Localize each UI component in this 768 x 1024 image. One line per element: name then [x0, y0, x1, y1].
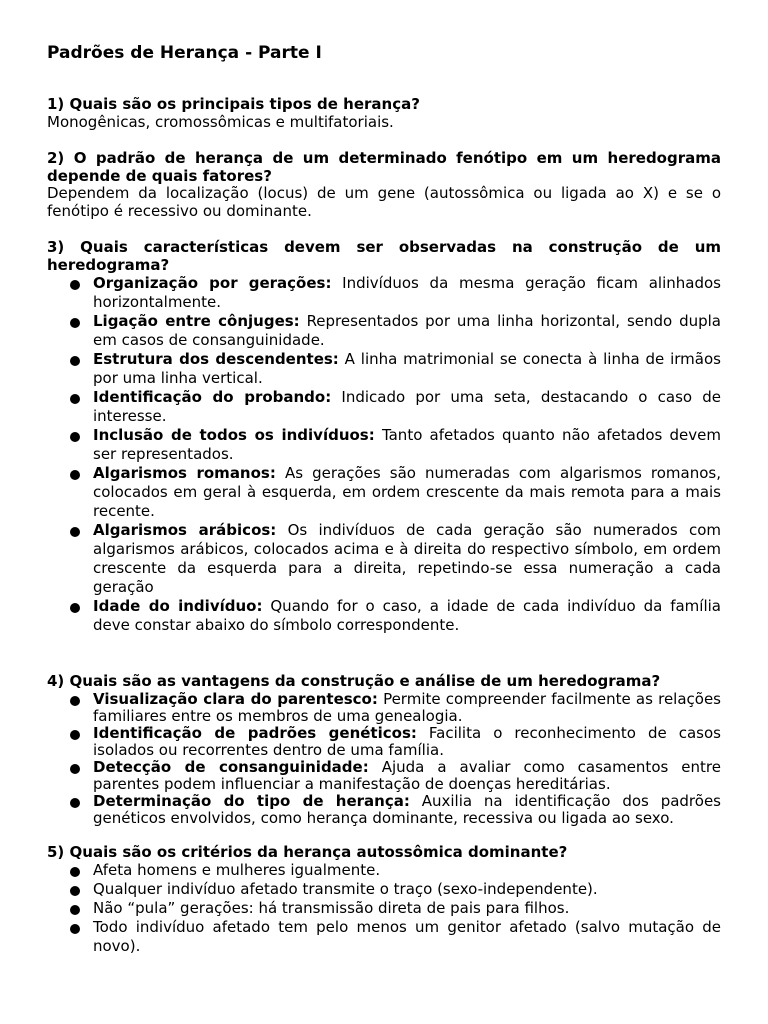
item-text: Os indivíduos de cada geração são numerados com algarismos arábicos, colocados acima e à direita do respectivo símbolo, em ordem crescente da esquerda para a direita, repetindo-se essa numeração a cada geração [93, 521, 721, 596]
list-item [47, 312, 721, 350]
item-term: Ligação entre cônjuges: [93, 312, 300, 330]
bullet-icon [70, 280, 80, 290]
list-item [47, 899, 721, 918]
list-item [47, 759, 721, 793]
bullet-icon [70, 603, 80, 613]
item-term: Estrutura dos descendentes: [93, 350, 339, 368]
question-3 [47, 239, 721, 635]
bullet-icon [70, 470, 80, 480]
bullet-icon [70, 394, 80, 404]
list-item [47, 861, 721, 880]
item-text: Qualquer indivíduo afetado transmite o traço (sexo-independente). [93, 880, 598, 898]
bullet-list [47, 274, 721, 635]
bullet-icon [70, 696, 80, 706]
bullet-icon [70, 867, 80, 877]
item-term: Algarismos romanos: [93, 464, 276, 482]
item-term: Organização por gerações: [93, 274, 332, 292]
bullet-icon [70, 356, 80, 366]
item-text: A linha matrimonial se conecta à linha de irmãos por uma linha vertical. [93, 350, 721, 387]
item-term: Identificação do probando: [93, 388, 332, 406]
item-text: Não “pula” gerações: há transmissão direta de pais para filhos. [93, 899, 570, 917]
list-item [47, 388, 721, 426]
item-term: Inclusão de todos os indivíduos: [93, 426, 375, 444]
item-text: Facilita o reconhecimento de casos isolados ou recorrentes dentro de uma família. [93, 723, 721, 759]
item-text: Quando for o caso, a idade de cada indivíduo da família deve constar abaixo do símbolo correspondente. [93, 597, 721, 634]
item-text: Permite compreender facilmente as relações familiares entre os membros de uma genealogia. [93, 689, 721, 725]
item-text: As gerações são numeradas com algarismos romanos, colocados em geral à esquerda, em ordem crescente da mais remota para a mais recente. [93, 464, 721, 520]
list-item [47, 918, 721, 956]
item-term: Determinação do tipo de herança: [93, 791, 410, 810]
item-text: Indicado por uma seta, destacando o caso de interesse. [93, 388, 721, 425]
list-item [47, 880, 721, 899]
list-item [47, 521, 721, 597]
question-5 [47, 844, 721, 957]
bullet-icon [70, 432, 80, 442]
item-text: Ajuda a avaliar como casamentos entre parentes podem influenciar a manifestação de doenças hereditárias. [93, 757, 721, 793]
list-item [47, 725, 721, 759]
list-item [47, 426, 721, 464]
question-answer: Dependem da localização (locus) de um gene (autossômica ou ligada ao X) e se o fenótipo é recessivo ou dominante. [47, 184, 721, 220]
list-item [47, 350, 721, 388]
item-text: Todo indivíduo afetado tem pelo menos um genitor afetado (salvo mutação de novo). [93, 918, 721, 955]
item-text: Afeta homens e mulheres igualmente. [93, 861, 381, 879]
list-item [47, 597, 721, 635]
question-answer: Monogênicas, cromossômicas e multifatoriais. [47, 112, 394, 131]
item-term: Visualização clara do parentesco: [93, 689, 378, 708]
item-term: Idade do indivíduo: [93, 597, 263, 615]
item-text: Indivíduos da mesma geração ficam alinhados horizontalmente. [93, 274, 721, 311]
bullet-list [47, 861, 721, 956]
document-title: Padrões de Herança - Parte I [47, 43, 322, 63]
bullet-icon [70, 730, 80, 740]
question-title: 5) Quais são os critérios da herança autossômica dominante? [47, 842, 568, 861]
item-term: Detecção de consanguinidade: [93, 757, 369, 776]
bullet-icon [70, 905, 80, 915]
list-item [47, 274, 721, 312]
bullet-list [47, 691, 721, 827]
item-term: Identificação de padrões genéticos: [93, 723, 417, 742]
bullet-icon [70, 764, 80, 774]
question-title: 2) O padrão de herança de um determinado fenótipo em um heredograma depende de quais fatores? [47, 149, 721, 185]
item-text: Auxilia na identificação dos padrões genéticos envolvidos, como herança dominante, recessiva ou ligada ao sexo. [93, 791, 721, 827]
question-2 [47, 150, 721, 220]
item-text: Tanto afetados quanto não afetados devem ser representados. [93, 426, 721, 463]
list-item [47, 793, 721, 827]
bullet-icon [70, 318, 80, 328]
item-text: Representados por uma linha horizontal, sendo dupla em casos de consanguinidade. [93, 312, 721, 349]
question-1 [47, 96, 721, 131]
item-term: Algarismos arábicos: [93, 521, 277, 539]
bullet-icon [70, 798, 80, 808]
question-title: 1) Quais são os principais tipos de herança? [47, 95, 420, 113]
question-title: 4) Quais são as vantagens da construção e análise de um heredograma? [47, 672, 661, 690]
document-page [47, 40, 721, 956]
question-title: 3) Quais características devem ser observadas na construção de um heredograma? [47, 238, 721, 274]
list-item [47, 464, 721, 521]
bullet-icon [70, 527, 80, 537]
bullet-icon [70, 886, 80, 896]
bullet-icon [70, 924, 80, 934]
question-4 [47, 673, 721, 827]
list-item [47, 691, 721, 725]
